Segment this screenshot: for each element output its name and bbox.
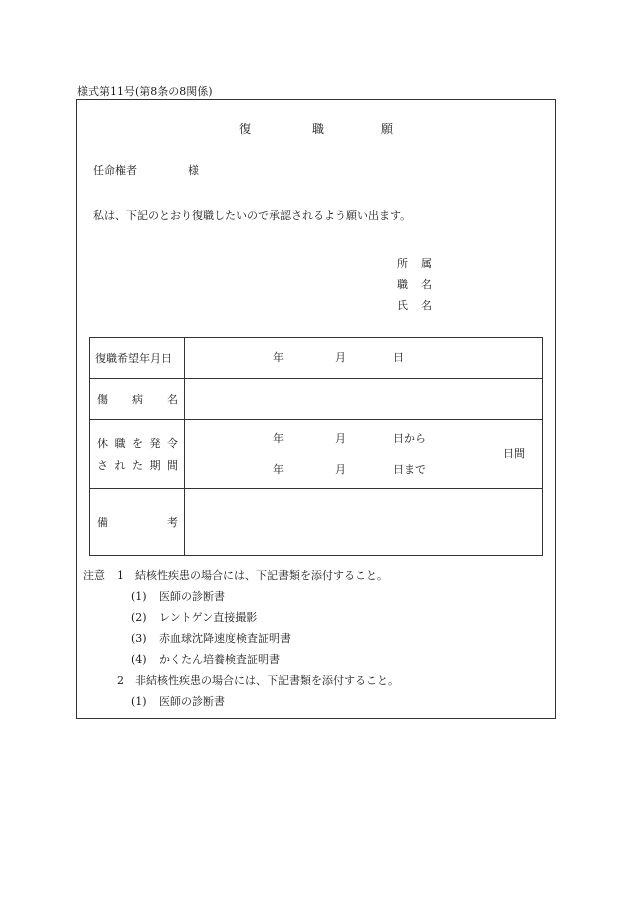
- position-label-1: 職: [397, 278, 408, 291]
- addressee-honorific: 様: [188, 164, 199, 177]
- leave-from-day-unit: 日から: [393, 432, 426, 445]
- note-1-sub-3-number: (3): [131, 632, 147, 645]
- note-2-sub-1-text: 医師の診断書: [159, 695, 225, 708]
- leave-to-month-unit: 月: [335, 463, 346, 476]
- table-row: [90, 379, 543, 420]
- note-1-sub-4-text: かくたん培養検査証明書: [159, 653, 280, 666]
- leave-label-a3: を: [132, 437, 143, 450]
- desired-year-unit: 年: [273, 351, 284, 364]
- affiliation-label-1: 所: [397, 257, 408, 270]
- note-1-sub-1-number: (1): [131, 590, 147, 603]
- leave-label-a2: 職: [114, 437, 126, 450]
- title-char-3: 願: [381, 122, 394, 136]
- remarks-value-cell[interactable]: [185, 489, 543, 556]
- leave-label-b5: 間: [167, 459, 178, 472]
- leave-from-year-unit: 年: [273, 432, 284, 445]
- leave-to-day-unit: 日まで: [393, 463, 426, 476]
- leave-period-value-cell[interactable]: [185, 420, 543, 489]
- leave-label-b3: た: [132, 459, 143, 472]
- leave-label-a4: 発: [149, 437, 161, 450]
- table-row: [90, 338, 543, 379]
- desired-month-unit: 月: [335, 351, 346, 364]
- addressee-label: 任命権者: [93, 164, 137, 177]
- desired-day-unit: 日: [393, 351, 404, 364]
- table-row: [90, 420, 543, 489]
- desired-date-label-cell: [90, 338, 185, 379]
- application-table: [89, 337, 543, 556]
- leave-label-a5: 令: [167, 437, 178, 450]
- note-1-sub-1-text: 医師の診断書: [159, 590, 225, 603]
- desired-date-label: 復職希望年月日: [95, 352, 172, 365]
- note-2-number: 2: [117, 674, 124, 687]
- affiliation-label-2: 属: [421, 257, 432, 270]
- leave-label-a1: 休: [97, 437, 108, 450]
- desired-date-value-cell[interactable]: [185, 338, 543, 379]
- remarks-label-1: 備: [97, 516, 108, 529]
- illness-label-cell: [90, 379, 185, 420]
- note-1-number: 1: [117, 569, 124, 582]
- illness-label-2: 病: [132, 393, 143, 406]
- note-1-sub-3-text: 赤血球沈降速度検査証明書: [159, 632, 291, 645]
- leave-from-month-unit: 月: [335, 432, 346, 445]
- note-1-sub-2-number: (2): [131, 611, 147, 624]
- illness-value-cell[interactable]: [185, 379, 543, 420]
- name-label-2: 名: [421, 299, 432, 312]
- title-char-2: 職: [312, 122, 325, 136]
- title-char-1: 復: [239, 122, 252, 136]
- leave-label-b4: 期: [149, 459, 161, 472]
- leave-label-b1: さ: [97, 459, 108, 472]
- note-1-text: 結核性疾患の場合には、下記書類を添付すること。: [135, 569, 388, 582]
- note-1-sub-2-text: レントゲン直接撮影: [159, 611, 258, 624]
- note-2-text: 非結核性疾患の場合には、下記書類を添付すること。: [135, 674, 399, 687]
- table-row: [90, 489, 543, 556]
- leave-period-label-cell: [90, 420, 185, 489]
- remarks-label-2: 考: [167, 516, 178, 529]
- form-label: 様式第11号(第8条の8関係): [77, 85, 213, 98]
- note-2-sub-1-number: (1): [131, 695, 147, 708]
- illness-label-1: 傷: [97, 393, 108, 406]
- name-label-1: 氏: [397, 299, 408, 312]
- statement-text: 私は、下記のとおり復職したいので承認されるよう願い出ます。: [93, 209, 412, 222]
- notes-heading: 注意: [83, 569, 105, 582]
- leave-to-year-unit: 年: [273, 463, 284, 476]
- note-1-sub-4-number: (4): [131, 653, 147, 666]
- illness-label-3: 名: [167, 393, 178, 406]
- leave-label-b2: れ: [114, 459, 126, 472]
- leave-days-unit: 日間: [503, 447, 525, 460]
- remarks-label-cell: [90, 489, 185, 556]
- position-label-2: 名: [421, 278, 432, 291]
